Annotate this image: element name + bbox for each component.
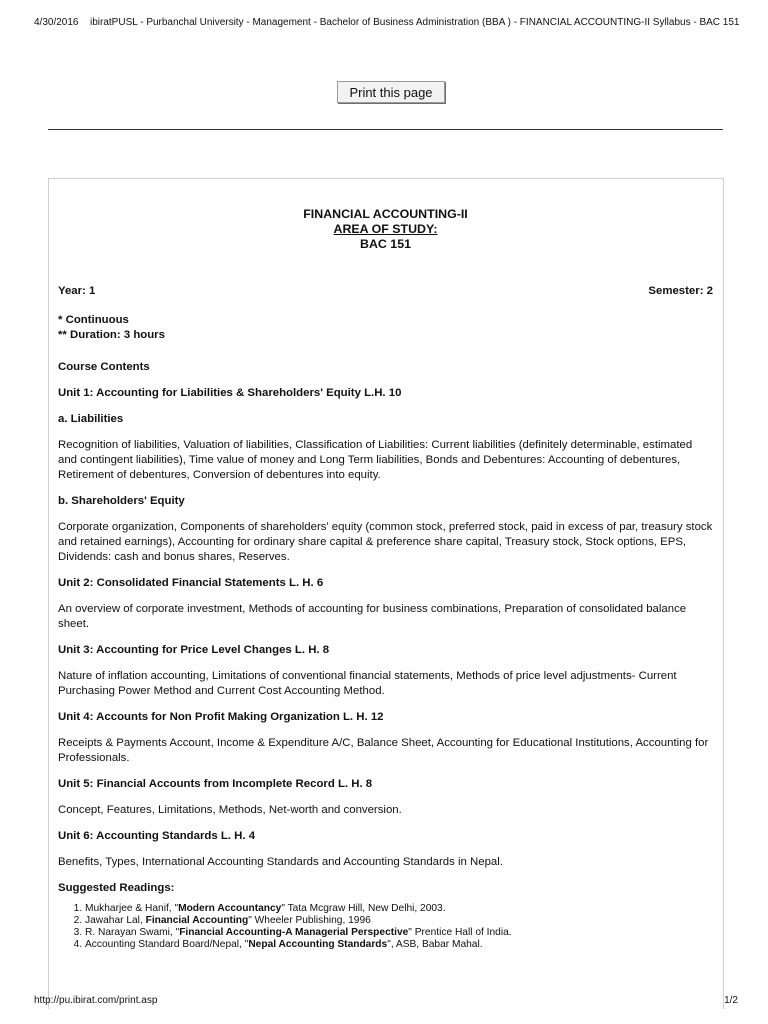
unit1-a-text: Recognition of liabilities, Valuation of liabilities, Classification of Liabilities: Current liabilities (definitely determinable, estimated and contingent liabilities), Time value of money and Long Term liabilities, Bonds and Debentures: Accounting of debentures, Retirement of debentures, Conversion of debentures into equity. bbox=[58, 439, 693, 481]
unit1-a-heading: a. Liabilities bbox=[58, 413, 124, 425]
unit2-text: An overview of corporate investment, Methods of accounting for business combinations, Preparation of consolidated balance sheet. bbox=[58, 603, 687, 630]
unit5-text: Concept, Features, Limitations, Methods, Net-worth and conversion. bbox=[58, 804, 402, 816]
unit4-text: Receipts & Payments Account, Income & Expenditure A/C, Balance Sheet, Accounting for Educational Institutions, Accounting for Professionals. bbox=[58, 737, 709, 764]
year-label: Year: 1 bbox=[58, 285, 96, 297]
unit2-heading: Unit 2: Consolidated Financial Statements L. H. 6 bbox=[58, 577, 324, 589]
print-button[interactable]: Print this page bbox=[337, 81, 445, 103]
unit3-text: Nature of inflation accounting, Limitations of conventional financial statements, Methods of price level adjustments- Current Purchasing Power Method and Current Cost Accounting Method. bbox=[58, 670, 677, 697]
unit1-b-heading: b. Shareholders' Equity bbox=[58, 495, 185, 507]
unit3-heading: Unit 3: Accounting for Price Level Changes L. H. 8 bbox=[58, 644, 330, 656]
unit1-b-text: Corporate organization, Components of shareholders' equity (common stock, preferred stock, paid in excess of par, treasury stock and retained earnings), Accounting for ordinary share capital & preference share capital, Treasury stock, Stock options, EPS, Dividends: cash and bonus shares, Reserves. bbox=[58, 521, 713, 563]
reading-item: 3. R. Narayan Swami, "Financial Accounting-A Managerial Perspective" Prentice Hall of India. bbox=[85, 927, 713, 939]
syllabus-content bbox=[58, 207, 713, 951]
course-code: BAC 151 bbox=[360, 237, 411, 251]
course-contents-heading: Course Contents bbox=[58, 361, 150, 373]
readings-list bbox=[58, 903, 713, 951]
reading-item: 1. Mukharjee & Hanif, "Modern Accountancy" Tata Mcgraw Hill, New Delhi, 2003. bbox=[85, 903, 713, 915]
suggested-readings-heading: Suggested Readings: bbox=[58, 882, 175, 894]
print-date: 4/30/2016 bbox=[34, 17, 79, 28]
area-of-study-label: AREA OF STUDY: bbox=[333, 222, 438, 236]
reading-item: 2. Jawahar Lal, Financial Accounting" Wheeler Publishing, 1996 bbox=[85, 915, 713, 927]
unit4-heading: Unit 4: Accounts for Non Profit Making Organization L. H. 12 bbox=[58, 711, 384, 723]
unit5-heading: Unit 5: Financial Accounts from Incomplete Record L. H. 8 bbox=[58, 778, 373, 790]
page-number: 1/2 bbox=[724, 995, 738, 1006]
footer-url: http://pu.ibirat.com/print.asp bbox=[34, 995, 158, 1006]
divider bbox=[48, 129, 723, 130]
area-of-study bbox=[58, 222, 713, 237]
page-header-title: ibiratPUSL - Purbanchal University - Management - Bachelor of Business Administration (BBA ) - FINANCIAL ACCOUNTING-II Syllabus - BAC 151 bbox=[90, 17, 740, 28]
unit1-heading: Unit 1: Accounting for Liabilities & Shareholders' Equity L.H. 10 bbox=[58, 387, 402, 399]
unit6-heading: Unit 6: Accounting Standards L. H. 4 bbox=[58, 830, 256, 842]
reading-item: 4. Accounting Standard Board/Nepal, "Nepal Accounting Standards", ASB, Babar Mahal. bbox=[85, 939, 713, 951]
duration-note: ** Duration: 3 hours bbox=[58, 329, 165, 341]
semester-label: Semester: 2 bbox=[648, 285, 713, 297]
unit6-text: Benefits, Types, International Accounting Standards and Accounting Standards in Nepal. bbox=[58, 856, 503, 868]
year-semester-row bbox=[58, 284, 713, 299]
course-title: FINANCIAL ACCOUNTING-II bbox=[303, 207, 468, 221]
continuous-note: * Continuous bbox=[58, 314, 129, 326]
